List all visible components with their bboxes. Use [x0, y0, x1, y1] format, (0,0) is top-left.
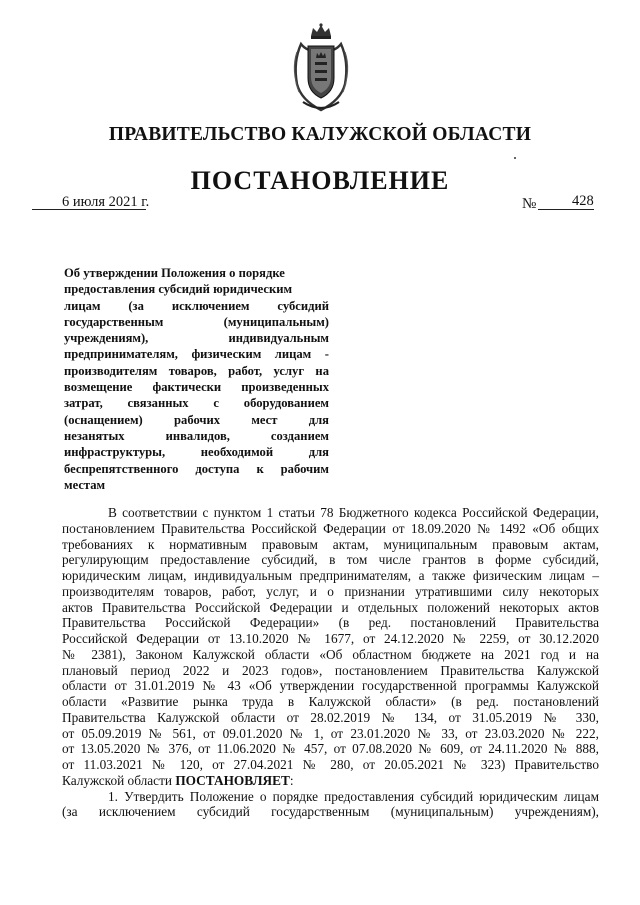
- number-underline: [538, 209, 594, 210]
- subject-line: предоставления субсидий юридическим: [64, 282, 293, 297]
- number-sign: №: [522, 196, 537, 212]
- body-line: от 11.03.2021 № 120, от 27.04.2021 № 280, от 20.05.2021 № 323) Правительство: [62, 757, 599, 772]
- subject-line: незанятых инвалидов, созданием: [64, 428, 329, 443]
- document-subject: [64, 265, 329, 493]
- subject-line: учреждениям), индивидуальным: [64, 331, 329, 346]
- body-line: (за исключением субсидий государственным (муниципальным) учреждениям),: [62, 804, 599, 820]
- decree-colon: :: [289, 772, 294, 788]
- scan-speck: [514, 157, 516, 159]
- subject-line: местам: [64, 477, 106, 492]
- body-line: плановый период 2022 и 2023 годов», постановлением Правительства Калужской: [62, 662, 599, 678]
- decree-word: ПОСТАНОВЛЯЕТ: [175, 772, 290, 788]
- body-line: области «Развитие рынка труда в Калужской области» (в ред. постановлений: [62, 694, 599, 709]
- body-line: Правительства Калужской области от 28.02.2019 № 134, от 31.05.2019 № 330,: [62, 709, 599, 725]
- body-line: постановлением Правительства Российской Федерации от 18.09.2020 № 1492 «Об общих: [62, 520, 599, 536]
- subject-line: возмещение фактически произведенных: [64, 380, 329, 395]
- body-line: Российской Федерации от 13.10.2020 № 1677, от 24.12.2020 № 2259, от 30.12.2020: [62, 631, 599, 646]
- document-type-title: ПОСТАНОВЛЕНИЕ: [190, 166, 450, 195]
- subject-line: затрат, связанных с оборудованием: [64, 396, 329, 411]
- body-line: Правительства Российской Федерации» (в ред. постановлений Правительства: [62, 615, 599, 631]
- body-line: № 2381), Законом Калужской области «Об областном бюджете на 2021 год и на: [62, 646, 599, 662]
- body-line: области от 31.01.2019 № 43 «Об утверждении государственной программы Калужской: [62, 678, 599, 694]
- body-line: требованиях к нормативным правовым актам, муниципальным правовым актам,: [62, 536, 599, 552]
- body-line-decree-prefix: Калужской области: [62, 772, 176, 788]
- subject-line: инфраструктуры, необходимой для: [64, 445, 329, 460]
- subject-line: производителям товаров, работ, услуг на: [64, 363, 329, 378]
- body-line: В соответствии с пунктом 1 статьи 78 Бюджетного кодекса Российской Федерации,: [108, 505, 599, 520]
- body-line: актов Правительства Российской Федерации и отдельных положений некоторых актов: [62, 599, 599, 615]
- date-underline: [32, 209, 146, 210]
- body-line: 1. Утвердить Положение о порядке предоставления субсидий юридическим лицам: [108, 788, 599, 804]
- subject-line: лицам (за исключением субсидий: [64, 298, 329, 313]
- subject-line: Об утверждении Положения о порядке: [64, 266, 285, 280]
- body-line: от 13.05.2020 № 376, от 11.06.2020 № 457, от 07.08.2020 № 609, от 24.11.2020 № 888,: [62, 741, 599, 757]
- body-line: юридическим лицам, индивидуальным предпринимателям, а также физическим лицам –: [62, 568, 599, 583]
- document-date: 6 июля 2021 г.: [62, 194, 150, 210]
- document-body: [62, 505, 599, 820]
- body-line: производителям товаров, работ, услуг, и о признании утратившими силу некоторых: [62, 583, 599, 599]
- document-number: 428: [572, 193, 594, 209]
- government-title: ПРАВИТЕЛЬСТВО КАЛУЖСКОЙ ОБЛАСТИ: [108, 124, 532, 145]
- body-line: от 05.09.2019 № 561, от 09.01.2020 № 1, от 23.01.2020 № 33, от 23.03.2020 № 222,: [62, 725, 599, 741]
- coat-of-arms-icon: [289, 22, 353, 114]
- subject-line: предпринимателям, физическим лицам -: [64, 347, 329, 362]
- subject-line: государственным (муниципальным): [64, 314, 329, 329]
- subject-line: (оснащением) рабочих мест для: [64, 412, 329, 427]
- body-line-decree: [62, 773, 599, 789]
- subject-line: беспрепятственного доступа к рабочим: [64, 461, 329, 476]
- body-line: регулирующим предоставление субсидий, в том числе грантов в форме субсидий,: [62, 552, 599, 568]
